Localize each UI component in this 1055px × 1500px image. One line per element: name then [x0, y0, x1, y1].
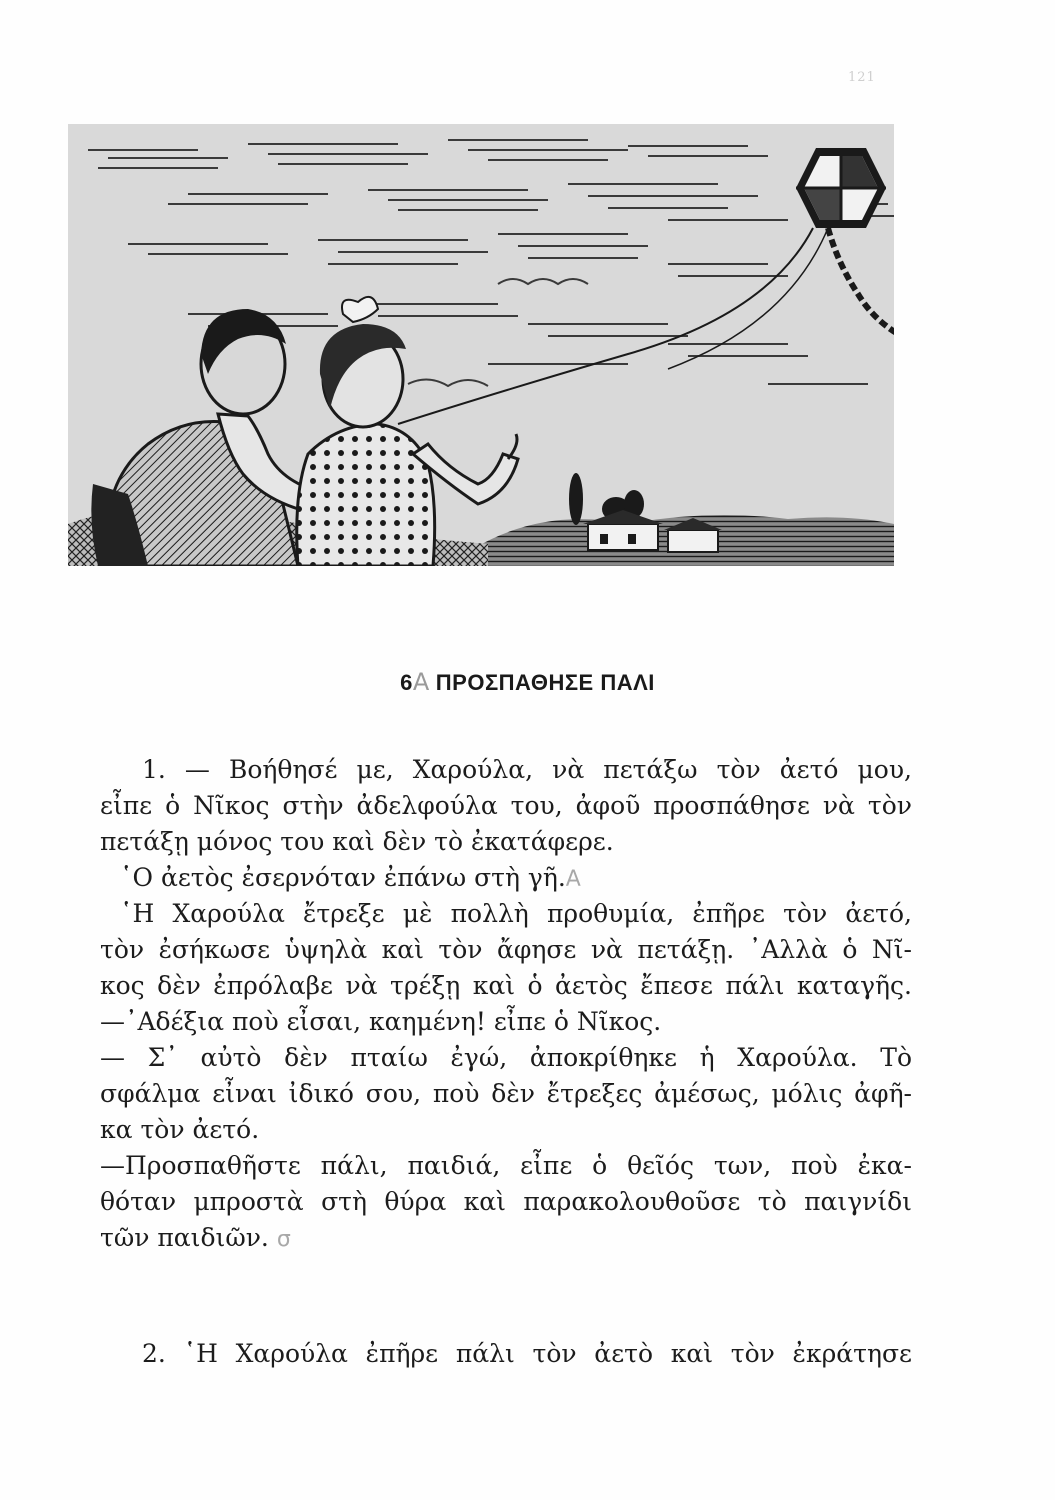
- text-line: —Προσπαθῆστε πάλι, παιδιά, εἶπε ὁ θεῖός των, ποὺ ἐκα-: [100, 1151, 912, 1180]
- text-line: —᾿Αδέξια ποὺ εἶσαι, καημένη! εἶπε ὁ Νῖκος.: [100, 1007, 662, 1036]
- text-line: — Σ᾿ αὐτὸ δὲν πταίω ἐγώ, ἀποκρίθηκε ἡ Χαρούλα. Τὸ: [100, 1043, 912, 1072]
- text-line: ῾Η Χαρούλα ἔτρεξε μὲ πολλὴ προθυμία, ἐπῆρε τὸν ἀετό,: [120, 899, 912, 928]
- text-line: 2. ῾Η Χαρούλα ἐπῆρε πάλι τὸν ἀετὸ καὶ τὸν ἐκράτησε: [142, 1339, 912, 1368]
- text-line: πετάξῃ μόνος του καὶ δὲν τὸ ἐκατάφερε.: [100, 827, 614, 856]
- text-line: κα τὸν ἀετό.: [100, 1115, 260, 1144]
- text-line: σφάλμα εἶναι ἰδικό σου, ποὺ δὲν ἔτρεξες ἀμέσως, μόλις ἀφῆ-: [100, 1079, 912, 1108]
- text-fragment: ῾Ο ἀετὸς ἐσερνόταν ἐπάνω στὴ γῆ.: [120, 863, 566, 892]
- kite-illustration: [68, 124, 894, 566]
- chapter-title: [0, 668, 1055, 696]
- text-line: [100, 860, 912, 896]
- chapter-heading: ΠΡΟΣΠΑΘΗΣΕ ΠΑΛΙ: [435, 670, 655, 695]
- text-line: θόταν μπροστὰ στὴ θύρα καὶ παρακολουθοῦσε τὸ παιγνίδι: [100, 1187, 912, 1216]
- text-line: εἶπε ὁ Νῖκος στὴν ἀδελφούλα του, ἀφοῦ προσπάθησε νὰ τὸν: [100, 791, 912, 820]
- text-line: τὸν ἐσήκωσε ὑψηλὰ καὶ τὸν ἄφησε νὰ πετάξῃ. ᾿Αλλὰ ὁ Νῖ-: [100, 935, 912, 964]
- section-1: [100, 752, 912, 1256]
- pencil-mark: Α: [565, 867, 581, 892]
- chapter-number: 6: [400, 670, 413, 695]
- page-number: 121: [848, 70, 876, 85]
- pencil-mark: σ: [276, 1227, 291, 1252]
- text-line: κος δὲν ἐπρόλαβε νὰ τρέξῃ καὶ ὁ ἀετὸς ἔπεσε πάλι καταγῆς.: [100, 971, 912, 1000]
- pencil-mark: Α: [412, 668, 430, 696]
- text-line: 1. — Βοήθησέ με, Χαρούλα, νὰ πετάξω τὸν ἀετό μου,: [142, 755, 912, 784]
- section-2: [100, 1336, 912, 1372]
- text-line: [100, 1220, 912, 1256]
- text-fragment: τῶν παιδιῶν.: [100, 1223, 269, 1252]
